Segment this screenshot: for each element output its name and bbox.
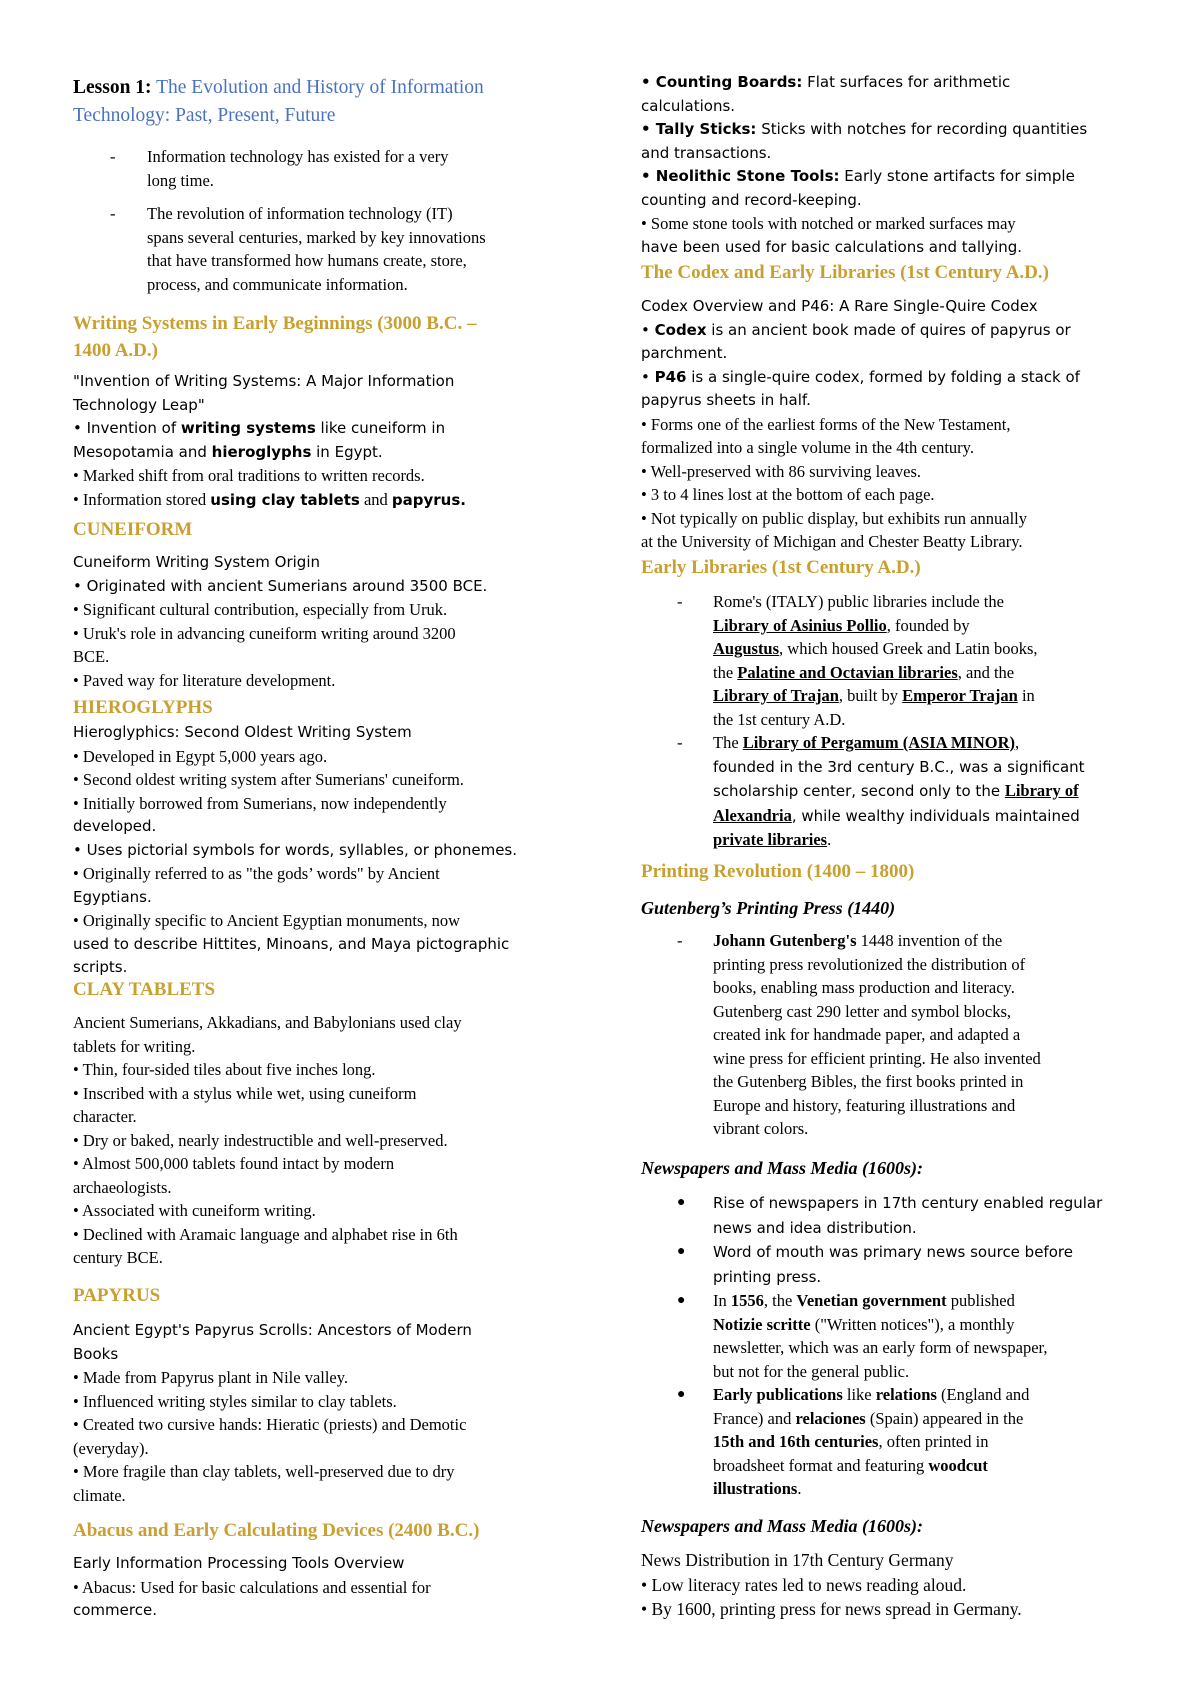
section-heading: Writing Systems in Early Beginnings (3000 B.C. – — [73, 313, 477, 334]
list-item: • Originally specific to Ancient Egyptian monuments, now — [73, 911, 461, 930]
link-library-asinius-pollio: Library of Asinius Pollio — [713, 615, 887, 635]
list-item: • Originally referred to as "the gods’ words" by Ancient — [73, 864, 440, 883]
abacus-section: Abacus and Early Calculating Devices (2400 B.C.) Early Information Processing Tools Overview • Abacus: Used for basic calculations and essential for commerce. — [73, 1517, 593, 1623]
subsection-title: Newspapers and Mass Media (1600s): — [641, 1158, 924, 1178]
link-emperor-trajan: Emperor Trajan — [902, 686, 1018, 705]
list-item: • By 1600, printing press for news spread in Germany. — [641, 1599, 1022, 1619]
list-item: • Dry or baked, nearly indestructible and well-preserved. — [73, 1130, 448, 1150]
list-item: • Tally Sticks: Sticks with notches for recording quantities — [641, 120, 1088, 138]
list-item: ● Word of mouth was primary news source before printing press. — [677, 1243, 1073, 1286]
section-heading: Early Libraries (1st Century A.D.) — [641, 557, 921, 578]
lesson-title: Lesson 1: The Evolution and History of Information Technology: Past, Present, Future — [73, 77, 484, 126]
clay-tablets-section: CLAY TABLETS Ancient Sumerians, Akkadians, and Babylonians used clay tablets for writing. • Thin, four-sided tiles about five inches long. • Inscribed with a stylus while wet, using cuneiform character. • Dry or baked, nearly indestructible and well-preserved. • Almost 500,000 tablets found intact by modern archaeologists. • Associated with cuneiform writing. • Declined with Aramaic language and alphabet rise in 6th century BCE. — [73, 976, 583, 1270]
list-item: • Initially borrowed from Sumerians, now independently — [73, 793, 447, 813]
list-item: • Declined with Aramaic language and alphabet rise in 6th — [73, 1224, 458, 1244]
list-item: • Uses pictorial symbols for words, syllables, or phonemes. — [73, 840, 518, 859]
papyrus-section: PAPYRUS Ancient Egypt's Papyrus Scrolls: Ancestors of Modern Books • Made from Papyrus plant in Nile valley. • Influenced writing styles similar to clay tablets. • Created two cursive hands: Hieratic (priests) and Demotic (everyday). • More fragile than clay tablets, well-preserved due to dry climate. — [73, 1282, 583, 1507]
list-item: • Developed in Egypt 5,000 years ago. — [73, 746, 328, 766]
writing-section: Writing Systems in Early Beginnings (3000 B.C. – 1400 A.D.) "Invention of Writing Systems: A Major Information Technology Leap" • Invention of writing systems like cuneiform in Mesopotamia and hieroglyphs in Egypt. • Marked shift from oral traditions to written records. • Information stored using clay tablets and papyrus. — [73, 310, 583, 512]
hieroglyphs-section: HIEROGLYPHS Hieroglyphics: Second Oldest Writing System • Developed in Egypt 5,000 years ago. • Second oldest writing system after Sumerians' cuneiform. • Initially borrowed from Sumerians, now independently developed. • Uses pictorial symbols for words, syllables, or phonemes. • Originally referred to as "the gods’ words" by Ancient Egyptians. • Originally specific to Ancient Egyptian monuments, now used to describe Hittites, Minoans, and Maya pictographic scripts. — [73, 694, 583, 980]
list-item: • Abacus: Used for basic calculations and essential for — [73, 1577, 431, 1597]
list-item: • Well-preserved with 86 surviving leaves. — [641, 461, 921, 481]
list-item: • Counting Boards: Flat surfaces for arithmetic — [641, 73, 1011, 91]
list-item: • Forms one of the earliest forms of the New Testament, — [641, 414, 1011, 434]
link-library-pergamum: Library of Pergamum (ASIA MINOR) — [742, 733, 1015, 752]
list-item: - The Library of Pergamum (ASIA MINOR), founded in the 3rd century B.C., was a significant scholarship center, second only to the Library of Alexandria, while wealthy individuals maintained private libraries. — [677, 733, 1085, 849]
list-item: • Almost 500,000 tablets found intact by modern — [73, 1154, 395, 1173]
list-item: ● Rise of newspapers in 17th century enabled regular news and idea distribution. — [677, 1194, 1103, 1237]
list-item: • Invention of writing systems like cuneiform in — [73, 419, 446, 437]
list-item: • Second oldest writing system after Sumerians' cuneiform. — [73, 770, 464, 789]
news-section — [641, 1155, 1161, 1501]
list-item: • P46 is a single-quire codex, formed by folding a stack of — [641, 367, 1080, 386]
list-item: - Information technology has existed for a very long time. — [110, 147, 449, 190]
list-item: • Marked shift from oral traditions to written records. — [73, 466, 425, 485]
list-item: • Information stored using clay tablets and papyrus. — [73, 489, 466, 509]
list-item: • 3 to 4 lines lost at the bottom of each page. — [641, 485, 935, 504]
cuneiform-section: CUNEIFORM Cuneiform Writing System Origin • Originated with ancient Sumerians around 3500 BCE. • Significant cultural contribution, especially from Uruk. • Uruk's role in advancing cuneiform writing around 3200 BCE. • Paved way for literature development. — [73, 516, 583, 692]
list-item: • Created two cursive hands: Hieratic (priests) and Demotic — [73, 1415, 467, 1434]
early-tools-list: • Counting Boards: Flat surfaces for arithmetic calculations. • Tally Sticks: Sticks with notches for recording quantities and transactions. • Neolithic Stone Tools: Early stone artifacts for simple counting and record-keeping. • Some stone tools with notched or marked surfaces may have been used for basic calculations and tallying. — [641, 71, 1151, 259]
section-heading: CLAY TABLETS — [73, 979, 216, 1000]
list-item: • Low literacy rates led to news reading aloud. — [641, 1574, 967, 1595]
list-item: • More fragile than clay tablets, well-preserved due to dry — [73, 1462, 455, 1481]
section-heading: CUNEIFORM — [73, 519, 193, 540]
list-item: • Influenced writing styles similar to clay tablets. — [73, 1391, 397, 1411]
list-item: • Uruk's role in advancing cuneiform writing around 3200 — [73, 623, 456, 643]
list-item: • Some stone tools with notched or marked surfaces may — [641, 214, 1016, 233]
list-item: - Johann Gutenberg's 1448 invention of the printing press revolutionized the distribution of books, enabling mass production and literacy. Gutenberg cast 290 letter and symbol blocks, created ink for handmade paper, and adapted a wine press for efficient printing. He also invented the Gutenberg Bibles, the first books printed in Europe and history, featuring illustrations and vibrant colors. — [677, 931, 1041, 1138]
subsection-title: Gutenberg’s Printing Press (1440) — [641, 898, 896, 918]
link-augustus: Augustus — [713, 639, 780, 658]
link-palatine-octavian: Palatine and Octavian libraries — [737, 662, 958, 682]
printing-section — [641, 858, 1161, 1141]
link-library-alexandria: Library of — [1004, 781, 1079, 800]
intro-list — [73, 145, 593, 296]
list-item: • Made from Papyrus plant in Nile valley. — [73, 1368, 349, 1387]
lesson-label: Lesson 1: — [73, 77, 152, 98]
list-item: - The revolution of information technology (IT) spans several centuries, marked by key innovations that have transformed how humans create, store, process, and communicate information. — [110, 204, 486, 294]
list-item: • Originated with ancient Sumerians around 3500 BCE. — [73, 576, 488, 595]
section-heading: HIEROGLYPHS — [73, 697, 213, 718]
libraries-section — [641, 554, 1161, 852]
list-item: • Inscribed with a stylus while wet, using cuneiform — [73, 1083, 417, 1103]
section-heading: PAPYRUS — [73, 1285, 161, 1306]
list-item: • Significant cultural contribution, especially from Uruk. — [73, 600, 448, 619]
list-item: • Neolithic Stone Tools: Early stone artifacts for simple — [641, 167, 1075, 185]
list-item: • Paved way for literature development. — [73, 670, 336, 690]
list-item: • Thin, four-sided tiles about five inches long. — [73, 1060, 376, 1079]
list-item: ● Early publications like relations (England and France) and relaciones (Spain) appeared in the 15th and 16th centuries, often printed in broadsheet format and featuring woodcut illustrations. — [677, 1385, 1030, 1498]
section-heading: The Codex and Early Libraries (1st Century A.D.) — [641, 262, 1049, 283]
list-item: ● In 1556, the Venetian government published Notizie scritte ("Written notices"), a monthly newsletter, which was an early form of newspaper, but not for the general public. — [677, 1291, 1048, 1381]
list-item: • Codex is an ancient book made of quires of papyrus or — [641, 320, 1071, 339]
section-heading: Abacus and Early Calculating Devices (2400 B.C.) — [73, 1520, 480, 1541]
news2-section: Newspapers and Mass Media (1600s): News Distribution in 17th Century Germany • Low literacy rates led to news reading aloud. • By 1600, printing press for news spread in Germany. — [641, 1513, 1161, 1622]
link-alexandria: Alexandria — [713, 805, 792, 825]
list-item: • Associated with cuneiform writing. — [73, 1201, 316, 1220]
link-private-libraries: private libraries — [713, 830, 828, 849]
section-heading: Printing Revolution (1400 – 1800) — [641, 861, 915, 882]
section-heading-cont: 1400 A.D.) — [73, 340, 158, 361]
subsection-title: Newspapers and Mass Media (1600s): — [641, 1516, 924, 1536]
codex-section: The Codex and Early Libraries (1st Century A.D.) Codex Overview and P46: A Rare Single-Quire Codex • Codex is an ancient book made of quires of papyrus or parchment. • P46 is a single-quire codex, formed by folding a stack of papyrus sheets in half. • Forms one of the earliest forms of the New Testament, formalized into a single volume in the 4th century. • Well-preserved with 86 surviving leaves. • 3 to 4 lines lost at the bottom of each page. • Not typically on public display, but exhibits run annually at the University of Michigan and Chester Beatty Library. — [641, 259, 1161, 554]
list-item: • Not typically on public display, but exhibits run annually — [641, 508, 1027, 528]
list-item: - Rome's (ITALY) public libraries include the Library of Asinius Pollio, founded by Augustus, which housed Greek and Latin books, the Palatine and Octavian libraries, and the Library of Trajan, built by Emperor Trajan in the 1st century A.D. — [677, 592, 1038, 729]
link-library-trajan: Library of Trajan — [713, 686, 839, 705]
